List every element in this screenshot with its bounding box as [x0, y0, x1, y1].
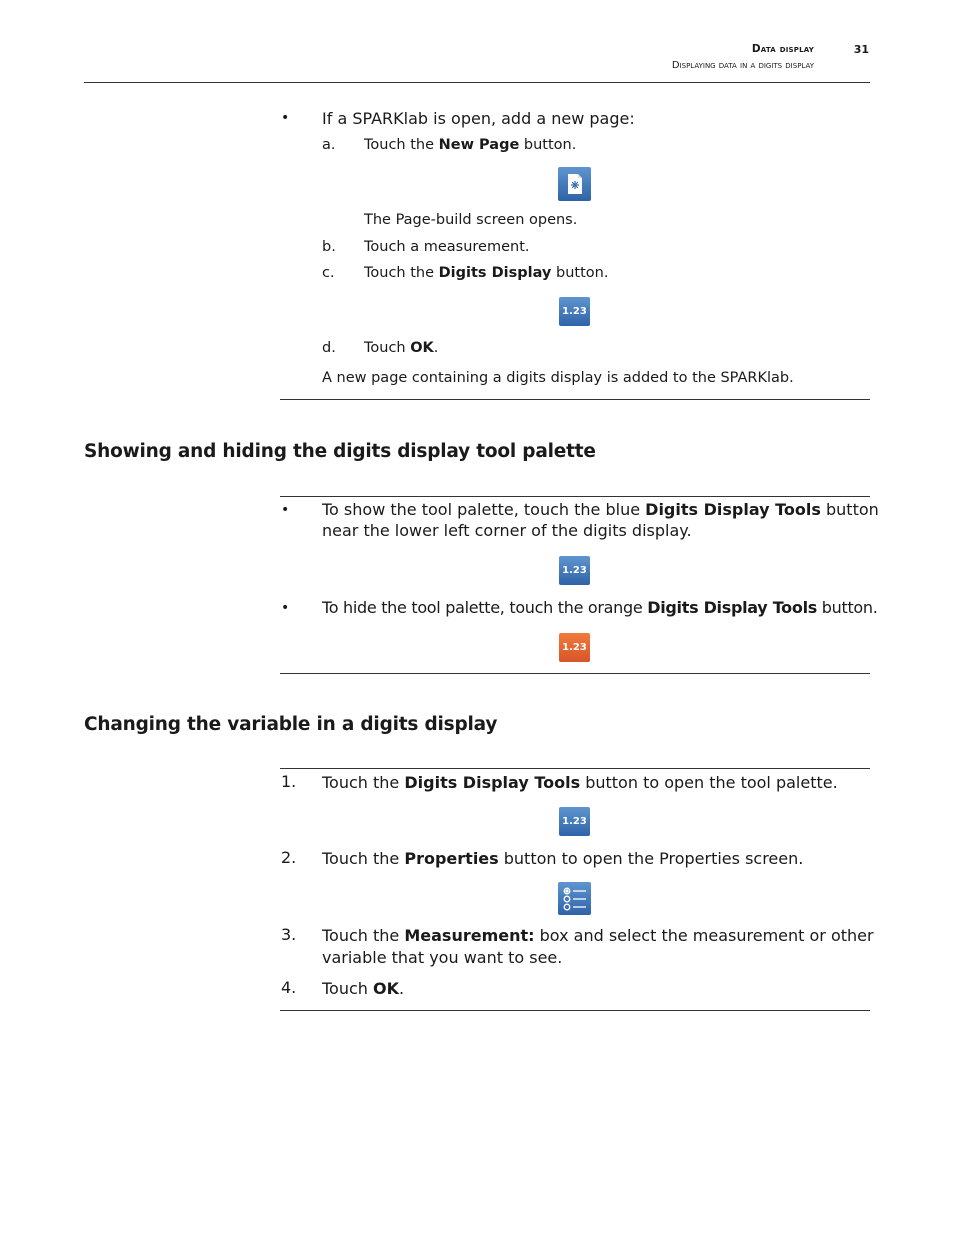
step-label-b: b. [322, 239, 336, 255]
bullet-marker: • [281, 110, 290, 126]
bullet-marker: • [281, 600, 290, 616]
intro-bullet-text: If a SPARKlab is open, add a new page: [322, 109, 635, 128]
section-rule [280, 399, 870, 400]
section-rule [280, 673, 870, 674]
step-label-c: c. [322, 265, 335, 281]
step-label-d: d. [322, 340, 336, 356]
digits-display-tools-blue-icon: 1.23 [559, 556, 590, 585]
step-a-text: Touch the New Page button. [364, 137, 577, 153]
show-palette-text: To show the tool palette, touch the blue Digits Display Tools button [322, 500, 879, 519]
header-rule [84, 82, 870, 83]
digits-display-tools-orange-icon: 1.23 [559, 633, 590, 662]
section-rule [280, 1010, 870, 1011]
section-heading-change-variable: Changing the variable in a digits display [84, 714, 498, 735]
digits-display-icon: 1.23 [559, 297, 590, 326]
step-4-text: Touch OK. [322, 979, 405, 998]
step-c-text: Touch the Digits Display button. [364, 265, 609, 281]
section-rule [280, 496, 870, 497]
page-number: 31 [853, 43, 869, 56]
running-header-section: Displaying data in a digits display [671, 60, 814, 71]
intro-result: A new page containing a digits display is added to the SPARKlab. [322, 370, 794, 386]
properties-icon [558, 882, 591, 915]
step-number-2: 2. [281, 848, 297, 867]
section-heading-tool-palette: Showing and hiding the digits display tool palette [84, 441, 596, 462]
digits-display-tools-icon: 1.23 [559, 807, 590, 836]
step-2-text: Touch the Properties button to open the Properties screen. [322, 849, 804, 868]
running-header-chapter: Data display [751, 43, 814, 55]
show-palette-text-line2: near the lower left corner of the digits display. [322, 521, 692, 540]
step-number-4: 4. [281, 978, 297, 997]
step-d-text: Touch OK. [364, 340, 439, 356]
step-1-text: Touch the Digits Display Tools button to open the tool palette. [322, 773, 838, 792]
step-label-a: a. [322, 137, 336, 153]
bullet-marker: • [281, 502, 290, 518]
step-3-text-line2: variable that you want to see. [322, 948, 563, 967]
step-b-text: Touch a measurement. [364, 239, 530, 255]
hide-palette-text: To hide the tool palette, touch the orange Digits Display Tools button. [322, 598, 878, 617]
new-page-icon [558, 167, 591, 201]
page-build-note: The Page-build screen opens. [364, 212, 578, 228]
step-number-3: 3. [281, 925, 297, 944]
section-rule [280, 768, 870, 769]
step-3-text: Touch the Measurement: box and select the measurement or other [322, 926, 874, 945]
step-number-1: 1. [281, 772, 297, 791]
